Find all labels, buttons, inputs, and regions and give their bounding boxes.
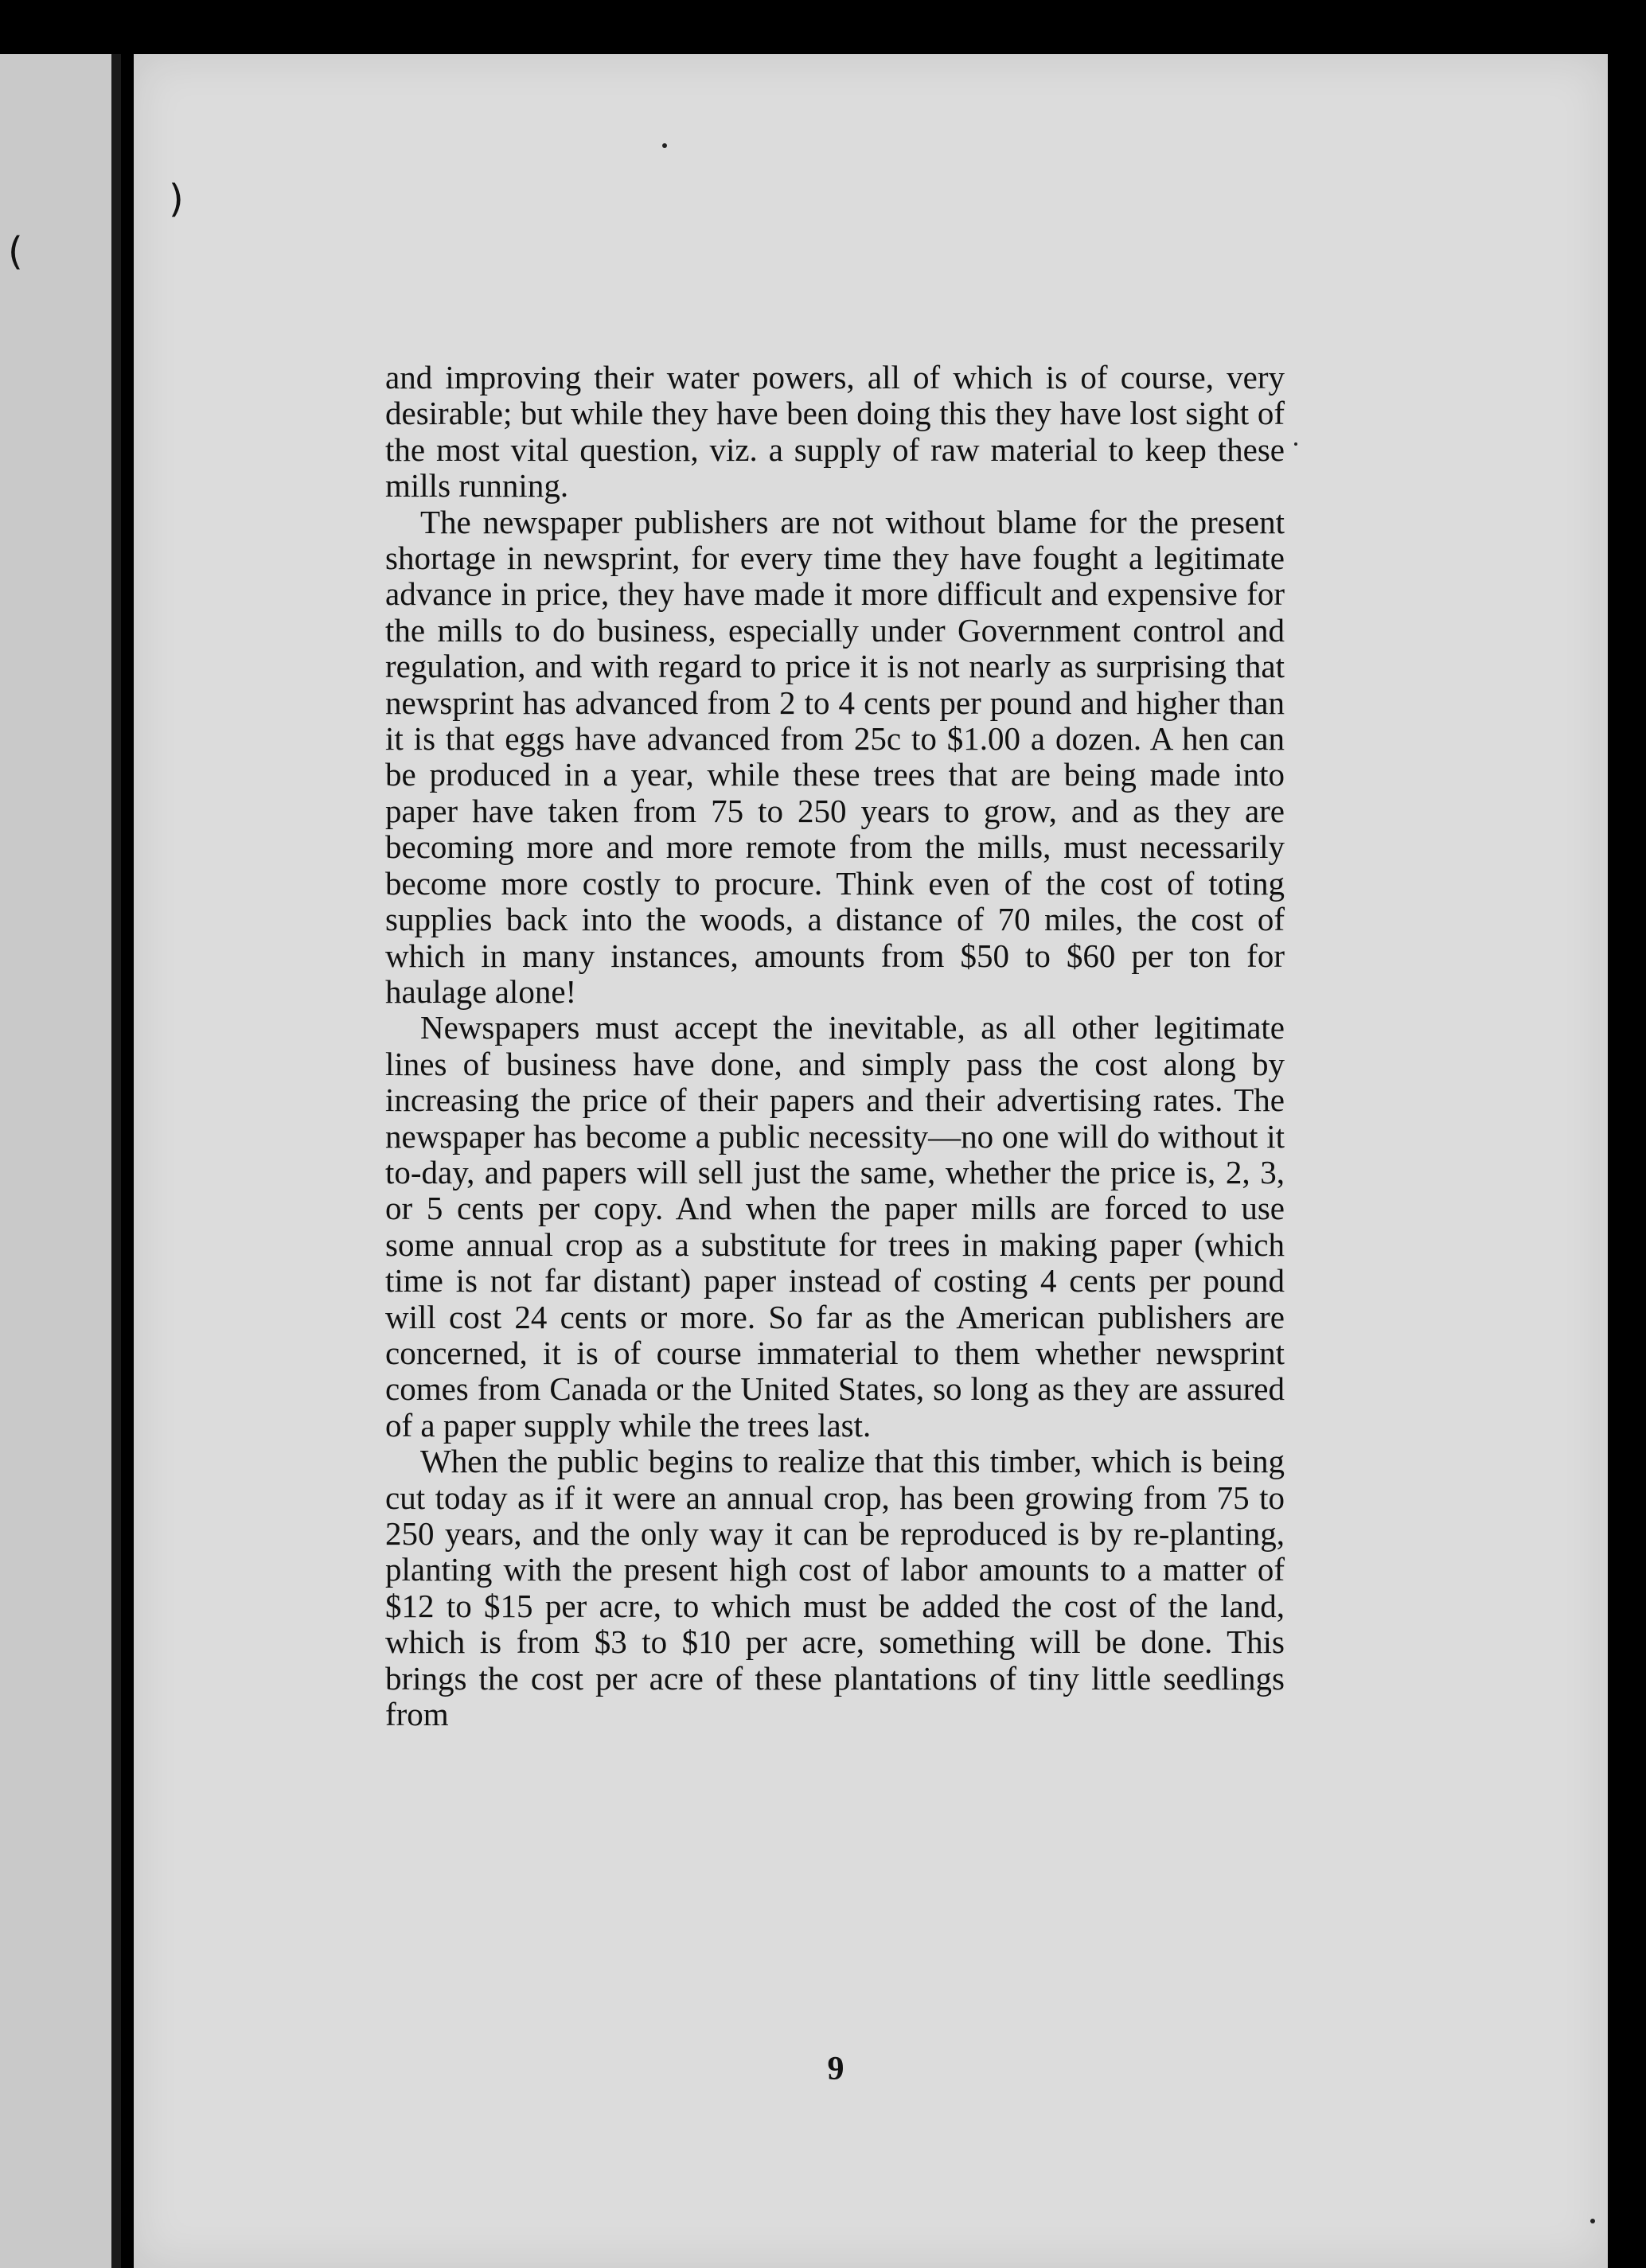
- book-gutter: [111, 54, 121, 2268]
- body-text: [385, 360, 1285, 1732]
- paragraph: and improving their water powers, all of which is of course, very desirable; but while they have been doing this they have lost sight of the most vital question, viz. a supply of raw material to keep these mills running.: [385, 359, 1285, 505]
- page-edge-mark: (: [8, 229, 23, 274]
- facing-page-margin: [0, 54, 111, 2268]
- ink-speck: [1294, 442, 1297, 446]
- page-number: 9: [827, 2051, 844, 2087]
- ink-speck: [662, 143, 667, 148]
- paragraph: When the public begins to realize that this timber, which is being cut today as if it were an annual crop, has been growing from 75 to 250 years, and the only way it can be reproduced is by re-planting, planting with the present high cost of labor amounts to a matter of $12 to $15 per acre, to which must be added the cost of the land, which is from $3 to $10 per acre, something will be done. This brings the cost per acre of these plantations of tiny little seedlings from: [385, 1443, 1285, 1733]
- paragraph: Newspapers must accept the inevitable, as all other legitimate lines of business have done, and simply pass the cost along by increasing the price of their papers and their advertising rates. The newspaper has become a public necessity—no one will do without it to-day, and papers will sell just the same, whether the price is, 2, 3, or 5 cents per copy. And when the paper mills are forced to use some annual crop as a substitute for trees in making paper (which time is not far distant) paper instead of costing 4 cents per pound will cost 24 cents or more. So far as the American publishers are concerned, it is of course immaterial to them whether newsprint comes from Canada or the United States, so long as they are assured of a paper supply while the trees last.: [385, 1009, 1285, 1444]
- paragraph: The newspaper publishers are not without blame for the present shortage in newsprint, for every time they have fought a legitimate advance in price, they have made it more difficult and expensive for the mills to do business, especially under Government control and regulation, and with regard to price it is not nearly as surprising that newsprint has advanced from 2 to 4 cents per pound and higher than it is that eggs have advanced from 25c to $1.00 a dozen. A hen can be produced in a year, while these trees that are being made into paper have taken from 75 to 250 years to grow, and as they are becoming more and more remote from the mills, must necessarily become more costly to procure. Think even of the cost of toting supplies back into the woods, a distance of 70 miles, the cost of which in many instances, amounts from $50 to $60 per ton for haulage alone!: [385, 503, 1285, 1010]
- ink-speck: [1590, 2219, 1595, 2223]
- page-edge-mark: ): [169, 177, 184, 221]
